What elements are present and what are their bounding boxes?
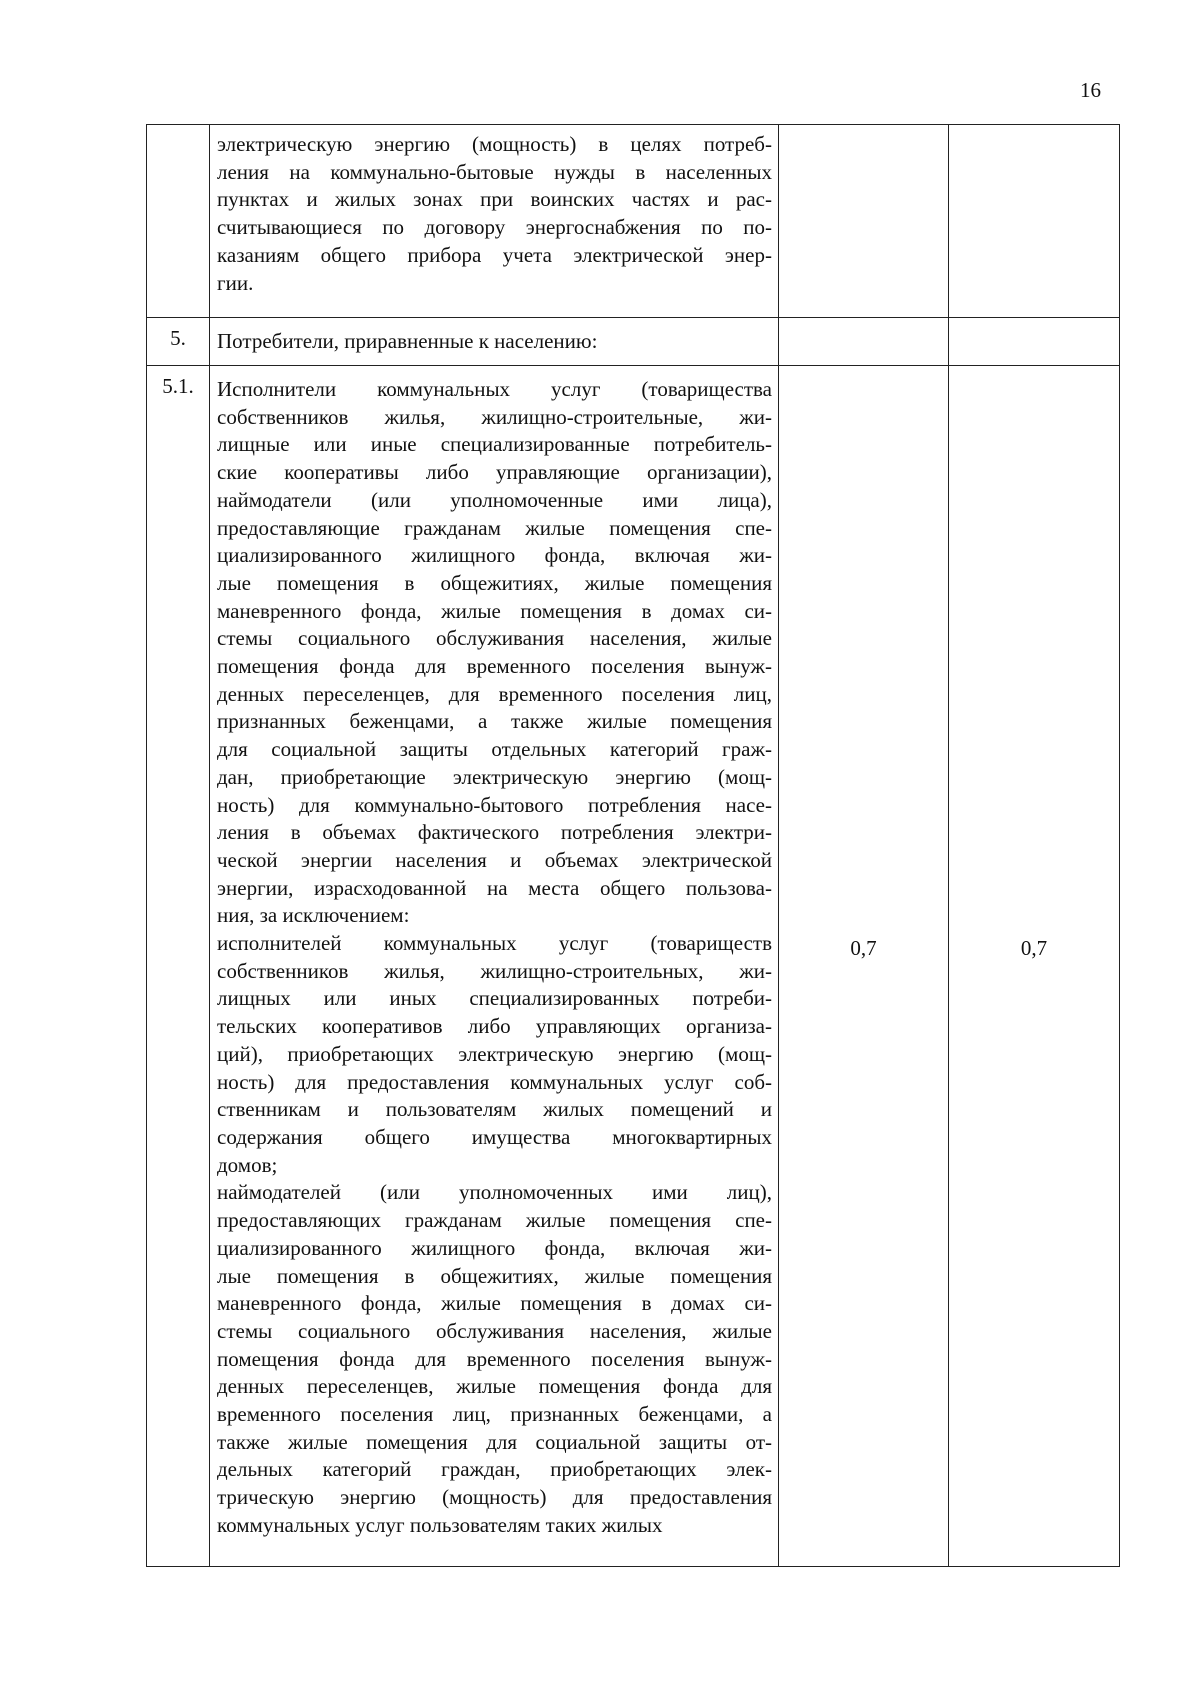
text-line: ций), приобретающих электрическую энергию (мощ- — [217, 1041, 772, 1066]
text-line: денных переселенцев, жилые помещения фонда для — [217, 1374, 772, 1399]
text-line: лые помещения в общежитиях, жилые помещения — [217, 570, 772, 595]
row-value-2 — [949, 318, 1120, 366]
text-line: временного поселения лиц, признанных беженцами, а — [217, 1402, 772, 1427]
text-line: циализированного жилищного фонда, включая жи- — [217, 1235, 772, 1260]
text-line: коммунальных услуг пользователям таких жилых — [217, 1512, 663, 1537]
text-line: домов; — [217, 1152, 278, 1177]
text-line: пунктах и жилых зонах при воинских частях и рас- — [217, 187, 772, 212]
text-line: ления в объемах фактического потребления электри- — [217, 820, 772, 845]
row-value-2 — [949, 125, 1120, 318]
text-line: собственников жилья, жилищно-строительные, жи- — [217, 404, 772, 429]
text-line: содержания общего имущества многоквартирных — [217, 1124, 772, 1149]
text-line: для социальной защиты отдельных категорий граж- — [217, 737, 772, 762]
text-line: лищных или иных специализированных потреби- — [217, 986, 772, 1011]
page-number: 16 — [1080, 78, 1101, 102]
text-line: Потребители, приравненные к населению: — [217, 329, 598, 353]
row-value-1 — [779, 125, 949, 318]
row-number: 5.1. — [147, 366, 210, 1567]
text-line: признанных беженцами, а также жилые помещения — [217, 709, 772, 734]
text-line: маневренного фонда, жилые помещения в домах си- — [217, 598, 772, 623]
row-description — [210, 366, 779, 1567]
text-line: предоставляющие гражданам жилые помещения спе- — [217, 515, 772, 540]
table-row — [147, 366, 1120, 1567]
text-line: также жилые помещения для социальной защиты от- — [217, 1429, 772, 1454]
text-line: стемы социального обслуживания населения, жилые — [217, 1318, 772, 1343]
text-line: ские кооперативы либо управляющие организации), — [217, 460, 772, 485]
text-line: ность) для предоставления коммунальных услуг соб- — [217, 1069, 772, 1094]
text-line: Исполнители коммунальных услуг (товарищества — [217, 377, 772, 401]
row-number — [147, 125, 210, 318]
text-line: ственникам и пользователям жилых помещений и — [217, 1097, 772, 1122]
text-line: электрическую энергию (мощность) в целях потреб- — [217, 132, 772, 156]
text-line: помещения фонда для временного поселения вынуж- — [217, 654, 772, 679]
text-line: лые помещения в общежитиях, жилые помещения — [217, 1263, 772, 1288]
text-line: циализированного жилищного фонда, включая жи- — [217, 543, 772, 568]
row-value-1: 0,7 — [779, 366, 949, 1567]
text-line: маневренного фонда, жилые помещения в домах си- — [217, 1291, 772, 1316]
text-line: трическую энергию (мощность) для предоставления — [217, 1485, 772, 1510]
table-row — [147, 125, 1120, 318]
text-line: наймодатели (или уполномоченные ими лица), — [217, 487, 772, 512]
text-line: собственников жилья, жилищно-строительных, жи- — [217, 958, 772, 983]
text-line: ления на коммунально-бытовые нужды в населенных — [217, 159, 772, 184]
text-line: ния, за исключением: — [217, 903, 410, 928]
text-line: гии. — [217, 270, 254, 295]
text-line: стемы социального обслуживания населения, жилые — [217, 626, 772, 651]
row-description — [210, 318, 779, 366]
row-value-2: 0,7 — [949, 366, 1120, 1567]
row-value-1 — [779, 318, 949, 366]
tariff-table — [146, 124, 1120, 1567]
text-line: наймодателей (или уполномоченных ими лиц), — [217, 1180, 772, 1205]
table-row — [147, 318, 1120, 366]
text-line: дан, приобретающие электрическую энергию (мощ- — [217, 764, 772, 789]
text-line: помещения фонда для временного поселения вынуж- — [217, 1346, 772, 1371]
text-line: энергии, израсходованной на места общего пользова- — [217, 875, 772, 900]
text-line: тельских кооперативов либо управляющих организа- — [217, 1014, 772, 1039]
row-description — [210, 125, 779, 318]
text-line: казаниям общего прибора учета электрической энер- — [217, 242, 772, 267]
text-line: денных переселенцев, для временного поселения лиц, — [217, 681, 772, 706]
text-line: ческой энергии населения и объемах электрической — [217, 847, 772, 872]
row-number: 5. — [147, 318, 210, 366]
text-line: предоставляющих гражданам жилые помещения спе- — [217, 1208, 772, 1233]
text-line: считывающиеся по договору энергоснабжения по по- — [217, 215, 772, 240]
text-line: исполнителей коммунальных услуг (товариществ — [217, 931, 772, 956]
text-line: дельных категорий граждан, приобретающих элек- — [217, 1457, 772, 1482]
text-line: ность) для коммунально-бытового потребления насе- — [217, 792, 772, 817]
text-line: лищные или иные специализированные потребитель- — [217, 432, 772, 457]
